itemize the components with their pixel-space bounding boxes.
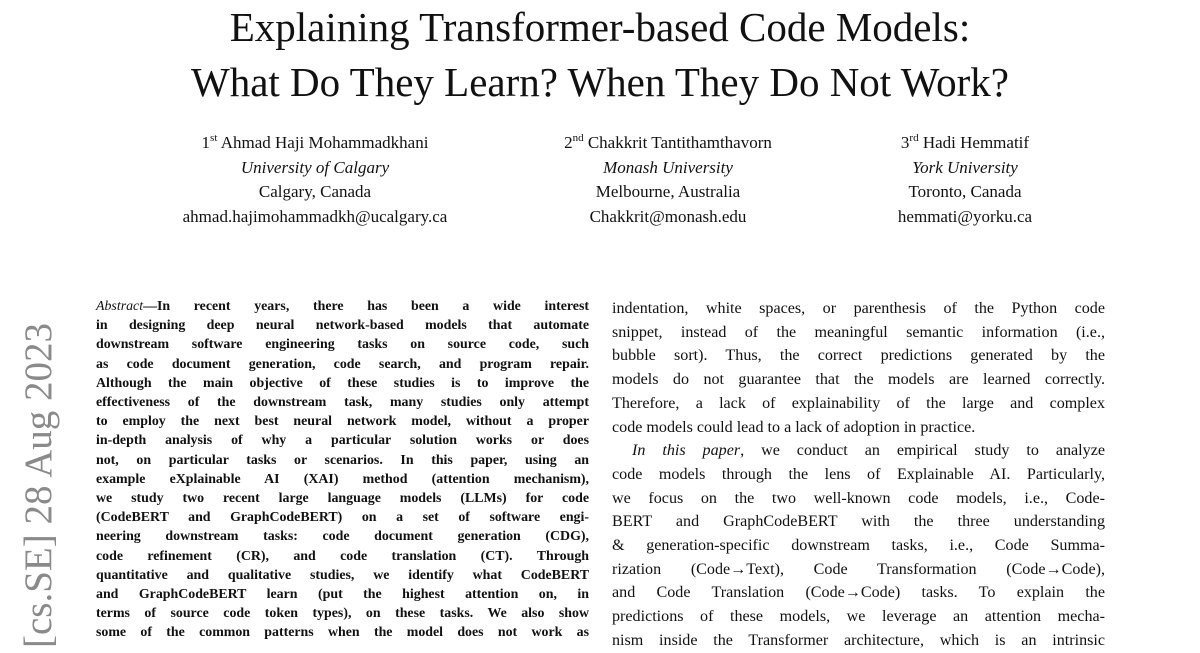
abstract-line: in-depth analysis of why a particular solution works or does (96, 433, 589, 449)
author-email: ahmad.hajimohammadkh@ucalgary.ca (182, 206, 448, 226)
abstract-line: effectiveness of the downstream task, many studies only attempt (96, 395, 589, 411)
abstract (96, 297, 589, 643)
abstract-line: and GraphCodeBERT learn (put the highest attention on, in (96, 587, 589, 603)
author-affiliation: York University (912, 157, 1018, 177)
body-line: code models could lead to a lack of adoption in practice. (612, 418, 976, 436)
author-email: hemmati@yorku.ca (897, 206, 1033, 226)
title-line-1: Explaining Transformer-based Code Models: (229, 4, 971, 50)
body-line: nism inside the Transformer architecture, which is an intrinsic (612, 631, 1105, 649)
abstract-line: not, on particular tasks or scenarios. In this paper, using an (96, 452, 589, 468)
abstract-line: downstream software engineering tasks on source code, such (96, 337, 589, 353)
abstract-line: (CodeBERT and GraphCodeBERT) on a set of software engi- (96, 510, 589, 526)
body-line: predictions of these models, we leverage an attention mecha- (612, 608, 1105, 626)
body-line: models do not guarantee that the models are learned correctly. (612, 371, 1105, 389)
abstract-line: neering downstream tasks: code document generation (CDG), (96, 529, 589, 545)
author-location: Calgary, Canada (258, 182, 372, 201)
abstract-line: in designing deep neural network-based models that automate (96, 318, 589, 334)
body-line: snippet, instead of the meaningful semantic information (i.e., (612, 323, 1105, 341)
abstract-line: example eXplainable AI (XAI) method (attention mechanism), (96, 471, 589, 487)
author-location: Melbourne, Australia (595, 182, 741, 201)
author-block-2 (518, 131, 818, 229)
author-email: Chakkrit@monash.edu (589, 206, 747, 226)
abstract-line: some of the common patterns when the model does not work as (96, 625, 589, 641)
paper-title (0, 0, 1200, 110)
abstract-line: Abstract—In recent years, there has been a wide interest (96, 299, 589, 314)
body-line: In this paper, we conduct an empirical study to analyze (632, 442, 1105, 460)
abstract-line: as code document generation, code search, and program repair. (96, 356, 589, 372)
author-affiliation: University of Calgary (240, 157, 390, 177)
abstract-line: we study two recent large language models (LLMs) for code (96, 491, 589, 507)
body-column-right (612, 297, 1105, 653)
title-line-2: What Do They Learn? When They Do Not Work? (191, 59, 1009, 105)
author-location: Toronto, Canada (908, 182, 1022, 201)
body-paragraph-1 (612, 297, 1105, 439)
body-line: code models through the lens of Explainable AI. Particularly, (612, 465, 1105, 483)
body-line: we focus on the two well-known code models, i.e., Code- (612, 489, 1105, 507)
body-line: and Code Translation (Code→Code) tasks. To explain the (612, 584, 1105, 602)
body-line: indentation, white spaces, or parenthesis of the Python code (612, 300, 1105, 317)
author-affiliation: Monash University (603, 157, 733, 177)
body-line: rization (Code→Text), Code Transformation (Code→Code), (612, 560, 1105, 578)
body-line: Therefore, a lack of explainability of the large and complex (612, 394, 1105, 412)
abstract-line: to employ the next best neural network model, without a proper (96, 414, 589, 430)
author-block-1 (165, 131, 465, 229)
author-name: 3rd Hadi Hemmatif (900, 132, 1030, 152)
body-line: & generation-specific downstream tasks, i.e., Code Summa- (612, 537, 1105, 555)
author-name: 2nd Chakkrit Tantithamthavorn (564, 132, 772, 152)
abstract-line: quantitative and qualitative studies, we identify what CodeBERT (96, 567, 589, 583)
abstract-line: Although the main objective of these studies is to improve the (96, 375, 589, 391)
arxiv-stamp: [cs.SE] 28 Aug 2023 (17, 323, 60, 648)
abstract-line: terms of source code token types), on these tasks. We also show (96, 606, 589, 622)
author-block-3 (830, 131, 1100, 229)
emphasis-text: In this paper (632, 442, 741, 460)
author-name: 1st Ahmad Haji Mohammadkhani (201, 132, 429, 152)
body-line: bubble sort). Thus, the correct predictions generated by the (612, 347, 1105, 365)
body-paragraph-2 (612, 439, 1105, 652)
abstract-line: code refinement (CR), and code translation (CT). Through (96, 548, 589, 564)
body-line: BERT and GraphCodeBERT with the three understanding (612, 513, 1105, 531)
abstract-label: Abstract (96, 299, 144, 314)
